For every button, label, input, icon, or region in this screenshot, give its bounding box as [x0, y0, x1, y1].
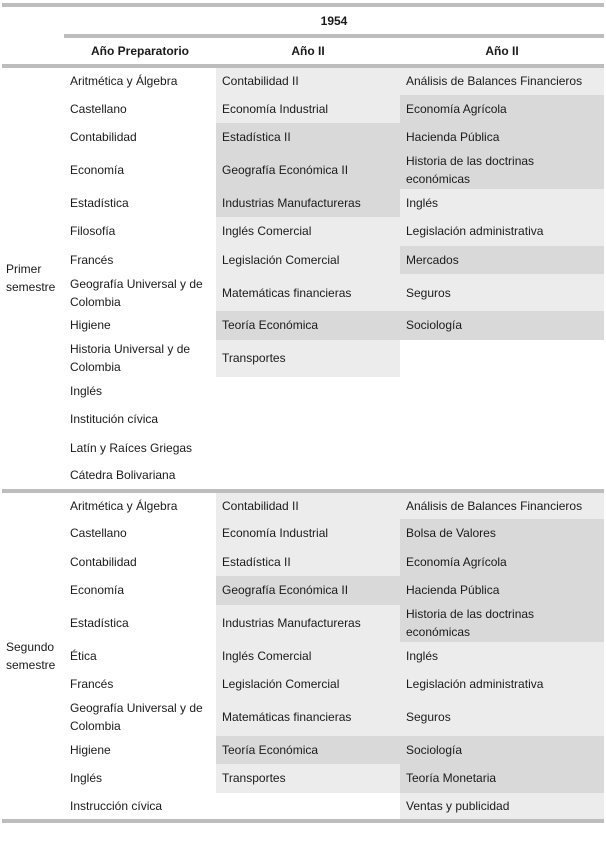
table-row [2, 462, 604, 491]
table-row [2, 66, 604, 95]
course-cell: Estadística [70, 616, 129, 630]
year-header: 1954 [64, 5, 604, 36]
course-cell: Sociología [400, 311, 604, 340]
course-cell: Filosofía [70, 224, 116, 239]
course-cell [216, 462, 400, 491]
course-cell: Análisis de Balances Financieros [400, 491, 604, 520]
table-row [2, 670, 604, 699]
course-cell [400, 340, 604, 377]
course-cell: Inglés [400, 642, 604, 671]
course-cell: Castellano [70, 526, 127, 541]
course-cell: Francés [70, 252, 114, 267]
course-cell [400, 462, 604, 491]
course-cell: Transportes [216, 764, 400, 793]
col-header-ano-ii-b: Año II [400, 36, 604, 66]
course-cell: Legislación administrativa [400, 217, 604, 246]
course-cell: Hacienda Pública [400, 123, 604, 152]
table-row [2, 736, 604, 765]
table-row [2, 152, 604, 189]
course-cell [400, 405, 604, 434]
course-cell: Transportes [216, 340, 400, 377]
course-cell: Inglés [400, 189, 604, 218]
course-cell: Contabilidad [70, 554, 137, 569]
course-cell: Matemáticas financieras [216, 699, 400, 736]
course-cell: Institución cívica [70, 412, 159, 427]
course-cell [216, 405, 400, 434]
course-cell: Inglés Comercial [216, 217, 400, 246]
course-cell: Contabilidad II [216, 491, 400, 520]
course-cell: Industrias Manufactureras [216, 605, 400, 642]
table-row [2, 189, 604, 218]
course-cell: Contabilidad II [216, 66, 400, 95]
course-cell: Teoría Económica [216, 311, 400, 340]
table-row [2, 95, 604, 124]
table-row [2, 340, 604, 377]
table-row [2, 405, 604, 434]
course-cell: Legislación administrativa [400, 670, 604, 699]
course-cell: Teoría Monetaria [400, 764, 604, 793]
table-row [2, 764, 604, 793]
course-cell: Mercados [400, 246, 604, 275]
table-row [2, 123, 604, 152]
course-cell: Geografía Universal y de Colombia [70, 701, 203, 733]
course-cell: Bolsa de Valores [400, 519, 604, 548]
course-cell: Teoría Económica [216, 736, 400, 765]
course-cell: Economía [70, 163, 125, 177]
course-cell: Matemáticas financieras [216, 274, 400, 311]
table-row [2, 491, 604, 520]
table-row [2, 311, 604, 340]
course-cell: Geografía Económica II [216, 152, 400, 189]
table-row [2, 519, 604, 548]
course-cell: Historia de las doctrinas económicas [400, 605, 604, 642]
table-row [2, 217, 604, 246]
course-cell: Seguros [400, 699, 604, 736]
course-cell: Legislación Comercial [216, 670, 400, 699]
course-cell: Economía Agrícola [400, 95, 604, 124]
course-cell: Inglés [70, 383, 103, 398]
course-cell: Latín y Raíces Griegas [70, 440, 193, 455]
course-cell: Estadística II [216, 548, 400, 577]
course-cell [216, 793, 400, 822]
table-row [2, 793, 604, 822]
course-cell: Aritmética y Álgebra [70, 74, 178, 89]
course-cell [216, 377, 400, 406]
table-row [2, 548, 604, 577]
course-cell: Higiene [70, 742, 111, 757]
course-cell: Estadística II [216, 123, 400, 152]
course-cell: Higiene [70, 318, 111, 333]
course-cell: Geografía Universal y de Colombia [70, 276, 203, 309]
table-row [2, 274, 604, 311]
table-row [2, 699, 604, 736]
course-cell: Ventas y publicidad [400, 793, 604, 822]
course-cell: Castellano [70, 101, 127, 116]
curriculum-table [2, 3, 604, 823]
table-row [2, 642, 604, 671]
course-cell: Aritmética y Álgebra [64, 491, 216, 520]
table-row [2, 246, 604, 275]
course-cell: Geografía Económica II [216, 576, 400, 605]
course-cell: Legislación Comercial [216, 246, 400, 275]
course-cell: Análisis de Balances Financieros [400, 66, 604, 95]
table-row [2, 576, 604, 605]
course-cell: Economía Agrícola [400, 548, 604, 577]
course-cell: Economía Industrial [216, 95, 400, 124]
course-cell: Historia Universal y de Colombia [70, 342, 191, 374]
course-cell: Cátedra Bolivariana [70, 468, 176, 483]
course-cell: Industrias Manufactureras [216, 189, 400, 218]
course-cell: Contabilidad [70, 130, 137, 145]
course-cell [400, 434, 604, 463]
course-cell: Economía Industrial [216, 519, 400, 548]
table-row [2, 377, 604, 406]
course-cell: Hacienda Pública [400, 576, 604, 605]
col-header-ano-ii: Año II [216, 36, 400, 66]
course-cell: Estadística [70, 195, 129, 210]
segundo-semestre-label: Segundo semestre [2, 491, 64, 822]
table-row [2, 605, 604, 642]
course-cell: Seguros [400, 274, 604, 311]
col-header-preparatorio: Año Preparatorio [64, 36, 216, 66]
course-cell: Inglés [70, 771, 103, 786]
course-cell: Instrucción cívica [64, 793, 216, 822]
primer-semestre-label: Primer semestre [6, 262, 56, 295]
course-cell: Francés [70, 677, 114, 692]
course-cell [400, 377, 604, 406]
course-cell: Ética [70, 648, 97, 663]
course-cell: Historia de las doctrinas económicas [400, 152, 604, 189]
table-row [2, 434, 604, 463]
course-cell [216, 434, 400, 463]
course-cell: Inglés Comercial [216, 642, 400, 671]
course-cell: Economía [70, 583, 125, 598]
course-cell: Sociología [400, 736, 604, 765]
